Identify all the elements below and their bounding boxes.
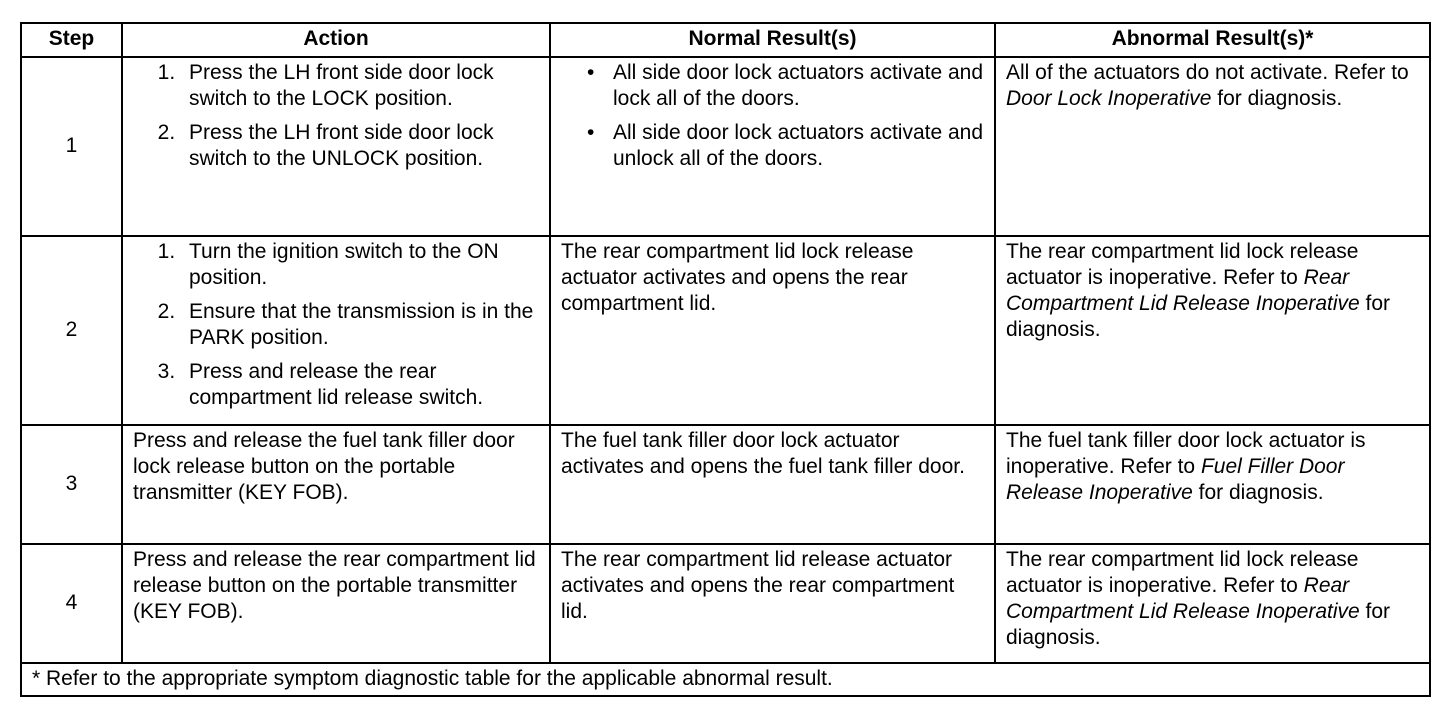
abnormal-result-cell	[995, 57, 1430, 236]
abnormal-text: for diagnosis.	[1211, 87, 1343, 110]
table-row	[21, 544, 1430, 663]
action-step: 2. Ensure that the transmission is in the PARK position.	[181, 299, 539, 351]
action-step: 3. Press and release the rear compartment lid release switch.	[181, 359, 539, 411]
abnormal-text: All of the actuators do not activate. Refer to	[1006, 61, 1409, 84]
abnormal-text: for diagnosis.	[1192, 481, 1324, 504]
normal-result-bullets	[561, 60, 984, 172]
normal-result-cell: The rear compartment lid release actuator activates and opens the rear compartment lid.	[550, 544, 995, 663]
diagnostic-table	[20, 22, 1431, 697]
action-step: 2. Press the LH front side door lock switch to the UNLOCK position.	[181, 120, 539, 172]
reference-link[interactable]: Door Lock Inoperative	[1006, 87, 1212, 110]
action-steps	[133, 60, 539, 172]
abnormal-text: The rear compartment lid lock release actuator is inoperative. Refer to	[1006, 240, 1359, 289]
normal-result-cell	[550, 57, 995, 236]
action-steps	[133, 239, 539, 411]
action-cell	[122, 57, 550, 236]
abnormal-result-cell	[995, 236, 1430, 425]
action-cell	[122, 236, 550, 425]
step-number: 3	[21, 425, 122, 544]
normal-result-cell: The fuel tank filler door lock actuator activates and opens the fuel tank filler door.	[550, 425, 995, 544]
step-number: 2	[21, 236, 122, 425]
abnormal-result-cell	[995, 544, 1430, 663]
action-cell: Press and release the rear compartment lid release button on the portable transmitter (KEY FOB).	[122, 544, 550, 663]
reference-link[interactable]: Fuel Filler Door Release Inoperative	[1006, 455, 1345, 504]
step-number: 1	[21, 57, 122, 236]
header-row	[21, 23, 1430, 57]
reference-link[interactable]: Rear Compartment Lid Release Inoperative	[1006, 266, 1360, 315]
header-abnormal-result: Abnormal Result(s)*	[995, 23, 1430, 57]
table-row	[21, 425, 1430, 544]
normal-result-cell: The rear compartment lid lock release actuator activates and opens the rear compartment lid.	[550, 236, 995, 425]
table-row	[21, 57, 1430, 236]
action-step: 1. Turn the ignition switch to the ON position.	[181, 239, 539, 291]
header-action: Action	[122, 23, 550, 57]
normal-result-item: • All side door lock actuators activate and lock all of the doors.	[601, 60, 984, 112]
step-number: 4	[21, 544, 122, 663]
header-normal-result: Normal Result(s)	[550, 23, 995, 57]
abnormal-text: The fuel tank filler door lock actuator is inoperative. Refer to	[1006, 429, 1366, 478]
action-cell: Press and release the fuel tank filler door lock release button on the portable transmitter (KEY FOB).	[122, 425, 550, 544]
reference-link[interactable]: Rear Compartment Lid Release Inoperative	[1006, 574, 1360, 623]
abnormal-text: for diagnosis.	[1006, 600, 1391, 649]
abnormal-text: for diagnosis.	[1006, 292, 1391, 341]
footnote-row	[21, 663, 1430, 696]
table-row	[21, 236, 1430, 425]
abnormal-result-cell	[995, 425, 1430, 544]
action-step: 1. Press the LH front side door lock switch to the LOCK position.	[181, 60, 539, 112]
footnote: * Refer to the appropriate symptom diagnostic table for the applicable abnormal result.	[21, 663, 1430, 696]
header-step: Step	[21, 23, 122, 57]
abnormal-text: The rear compartment lid lock release actuator is inoperative. Refer to	[1006, 548, 1359, 597]
normal-result-item: • All side door lock actuators activate and unlock all of the doors.	[601, 120, 984, 172]
